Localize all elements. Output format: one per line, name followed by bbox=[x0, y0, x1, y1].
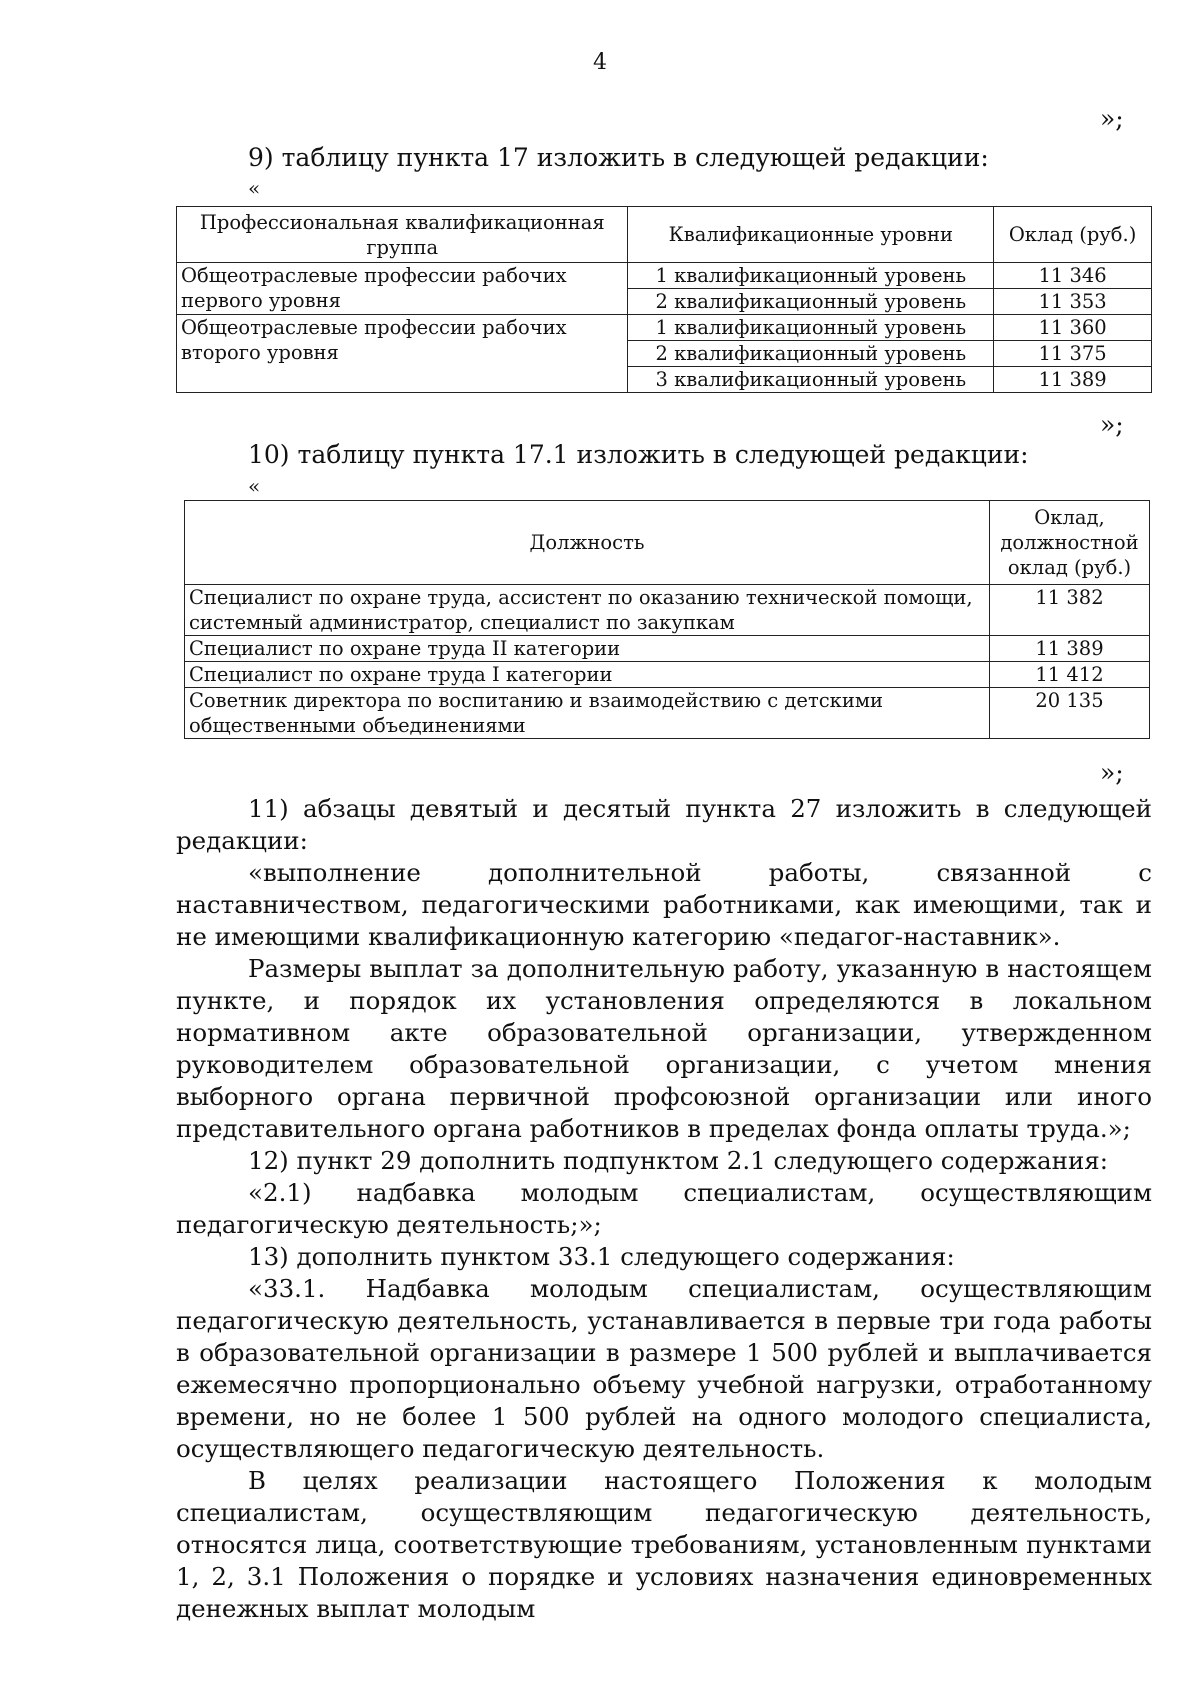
table-header-salary: Оклад (руб.) bbox=[994, 207, 1152, 263]
item10-open-quote: « bbox=[248, 474, 261, 498]
table-cell-salary: 11 389 bbox=[994, 367, 1152, 393]
table-cell-level: 1 квалификационный уровень bbox=[628, 315, 994, 341]
paragraph: «2.1) надбавка молодым специалистам, осуществляющим педагогическую деятельность;»; bbox=[176, 1178, 1152, 1239]
paragraph: Размеры выплат за дополнительную работу, указанную в настоящем пункте, и порядок их установления определяются в локальном нормативном акте образовательной организации, утвержденном руководителем образовательной организации, с учетом мнения выборного органа первичной профсоюзной организации или иного представительного органа работников в пределах фонда оплаты труда.»; bbox=[176, 954, 1152, 1143]
table-cell-level: 3 квалификационный уровень bbox=[628, 367, 994, 393]
table-cell-salary: 11 346 bbox=[994, 263, 1152, 289]
table-cell-position: Специалист по охране труда I категории bbox=[185, 662, 990, 688]
item9-open-quote: « bbox=[248, 176, 261, 200]
table-header-position: Должность bbox=[185, 501, 990, 585]
table-cell-position: Советник директора по воспитанию и взаимодействию с детскими общественными объединениями bbox=[185, 688, 990, 739]
table-cell-position: Специалист по охране труда, ассистент по оказанию технической помощи, системный администратор, специалист по закупкам bbox=[185, 585, 990, 636]
closing-mark-2: »; bbox=[1100, 410, 1124, 439]
paragraph: В целях реализации настоящего Положения к молодым специалистам, осуществляющим педагогическую деятельность, относятся лица, соответствующие требованиям, установленным пунктами 1, 2, 3.1 Положения о порядке и условиях назначения единовременных денежных выплат молодым bbox=[176, 1466, 1152, 1623]
table-cell-salary: 11 382 bbox=[990, 585, 1150, 636]
closing-mark-1: »; bbox=[1100, 104, 1124, 133]
table-item17-1 bbox=[184, 500, 1150, 739]
paragraph: «выполнение дополнительной работы, связанной с наставничеством, педагогическими работниками, как имеющими, так и не имеющими квалификационную категорию «педагог-наставник». bbox=[176, 858, 1152, 951]
table-cell-salary: 11 353 bbox=[994, 289, 1152, 315]
table-item17 bbox=[176, 206, 1152, 393]
paragraph: «33.1. Надбавка молодым специалистам, осуществляющим педагогическую деятельность, устанавливается в первые три года работы в образовательной организации в размере 1 500 рублей и выплачивается ежемесячно пропорционально объему учебной нагрузки, отработанному времени, но не более 1 500 рублей на одного молодого специалиста, осуществляющего педагогическую деятельность. bbox=[176, 1274, 1152, 1463]
paragraph: 11) абзацы девятый и десятый пункта 27 изложить в следующей редакции: bbox=[176, 794, 1152, 855]
table-cell-level: 1 квалификационный уровень bbox=[628, 263, 994, 289]
item9-heading: 9) таблицу пункта 17 изложить в следующей редакции: bbox=[248, 143, 989, 172]
table-cell-level: 2 квалификационный уровень bbox=[628, 341, 994, 367]
table-cell-group: Общеотраслевые профессии рабочих первого уровня bbox=[177, 263, 628, 315]
table-header-levels: Квалификационные уровни bbox=[628, 207, 994, 263]
table-cell-level: 2 квалификационный уровень bbox=[628, 289, 994, 315]
table-cell-salary: 11 412 bbox=[990, 662, 1150, 688]
closing-mark-3: »; bbox=[1100, 758, 1124, 787]
table-cell-group: Общеотраслевые профессии рабочих второго уровня bbox=[177, 315, 628, 393]
table-cell-salary: 20 135 bbox=[990, 688, 1150, 739]
table-cell-position: Специалист по охране труда II категории bbox=[185, 636, 990, 662]
table-header-group: Профессиональная квалификационная группа bbox=[177, 207, 628, 263]
paragraph: 12) пункт 29 дополнить подпунктом 2.1 следующего содержания: bbox=[248, 1146, 1109, 1175]
page-number: 4 bbox=[593, 50, 607, 75]
table-cell-salary: 11 360 bbox=[994, 315, 1152, 341]
paragraph: 13) дополнить пунктом 33.1 следующего содержания: bbox=[248, 1242, 955, 1271]
table-cell-salary: 11 375 bbox=[994, 341, 1152, 367]
item10-heading: 10) таблицу пункта 17.1 изложить в следующей редакции: bbox=[248, 440, 1029, 469]
body-text bbox=[176, 793, 1152, 1625]
table-cell-salary: 11 389 bbox=[990, 636, 1150, 662]
table-header-salary: Оклад, должностной оклад (руб.) bbox=[990, 501, 1150, 585]
